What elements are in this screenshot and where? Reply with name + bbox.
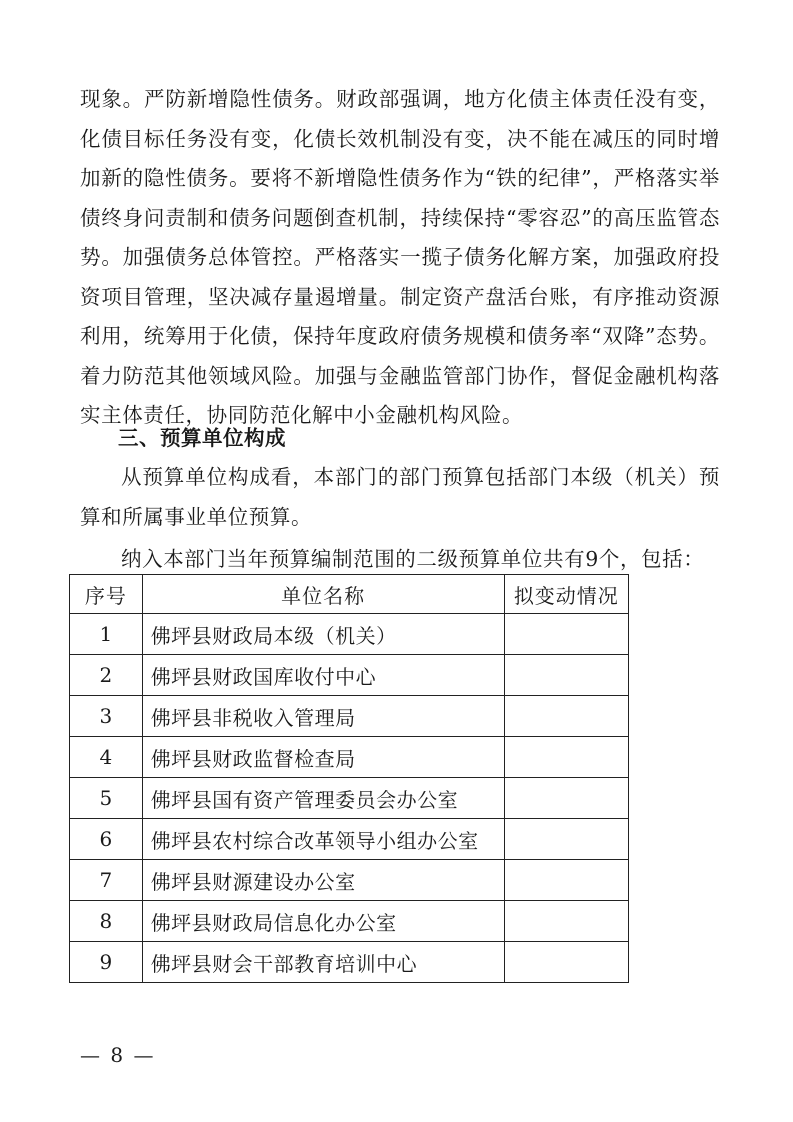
row-unit-name: 佛坪县农村综合改革领导小组办公室 — [142, 819, 504, 860]
row-change — [504, 737, 628, 778]
row-change — [504, 696, 628, 737]
row-number: 2 — [70, 655, 143, 696]
header-number: 序号 — [70, 575, 143, 614]
row-unit-name: 佛坪县财会干部教育培训中心 — [142, 942, 504, 983]
row-number: 6 — [70, 819, 143, 860]
body-paragraph-debt: 现象。严防新增隐性债务。财政部强调，地方化债主体责任没有变，化债目标任务没有变，化债长效机制没有变，决不能在减压的同时增加新的隐性债务。要将不新增隐性债务作为“铁的纪律”，严格落实举债终身问责制和债务问题倒查机制，持续保持“零容忍”的高压监管态势。加强债务总体管控。严格落实一揽子债务化解方案，加强政府投资项目管理，坚决减存量遏增量。制定资产盘活台账，有序推动资源利用，统筹用于化债，保持年度政府债务规模和债务率“双降”态势。着力防范其他领域风险。加强与金融监管部门协作，督促金融机构落实主体责任，协同防范化解中小金融机构风险。 — [80, 87, 720, 427]
table-header-row — [70, 575, 629, 614]
body-paragraph-composition: 从预算单位构成看，本部门的部门预算包括部门本级（机关）预算和所属事业单位预算。 — [80, 465, 720, 529]
table-row — [70, 942, 629, 983]
table-row — [70, 860, 629, 901]
row-change — [504, 614, 628, 655]
body-paragraph-intro: 纳入本部门当年预算编制范围的二级预算单位共有9个，包括： — [121, 547, 705, 571]
row-number: 3 — [70, 696, 143, 737]
row-number: 5 — [70, 778, 143, 819]
row-change — [504, 901, 628, 942]
row-unit-name: 佛坪县非税收入管理局 — [142, 696, 504, 737]
table-row — [70, 655, 629, 696]
table-row — [70, 737, 629, 778]
row-number: 7 — [70, 860, 143, 901]
row-number: 1 — [70, 614, 143, 655]
table-row — [70, 614, 629, 655]
page-number: — 8 — — [80, 1043, 156, 1067]
row-change — [504, 819, 628, 860]
row-change — [504, 860, 628, 901]
table-row — [70, 901, 629, 942]
header-unit-name: 单位名称 — [142, 575, 504, 614]
header-change: 拟变动情况 — [504, 575, 628, 614]
row-number: 4 — [70, 737, 143, 778]
row-unit-name: 佛坪县财政监督检查局 — [142, 737, 504, 778]
budget-units-table — [69, 574, 629, 983]
row-unit-name: 佛坪县财政局本级（机关） — [142, 614, 504, 655]
section-heading: 三、预算单位构成 — [118, 426, 286, 450]
row-unit-name: 佛坪县财政国库收付中心 — [142, 655, 504, 696]
row-number: 9 — [70, 942, 143, 983]
row-number: 8 — [70, 901, 143, 942]
row-change — [504, 942, 628, 983]
row-unit-name: 佛坪县财源建设办公室 — [142, 860, 504, 901]
row-change — [504, 655, 628, 696]
table-row — [70, 778, 629, 819]
row-unit-name: 佛坪县国有资产管理委员会办公室 — [142, 778, 504, 819]
table-row — [70, 696, 629, 737]
row-unit-name: 佛坪县财政局信息化办公室 — [142, 901, 504, 942]
table-row — [70, 819, 629, 860]
row-change — [504, 778, 628, 819]
